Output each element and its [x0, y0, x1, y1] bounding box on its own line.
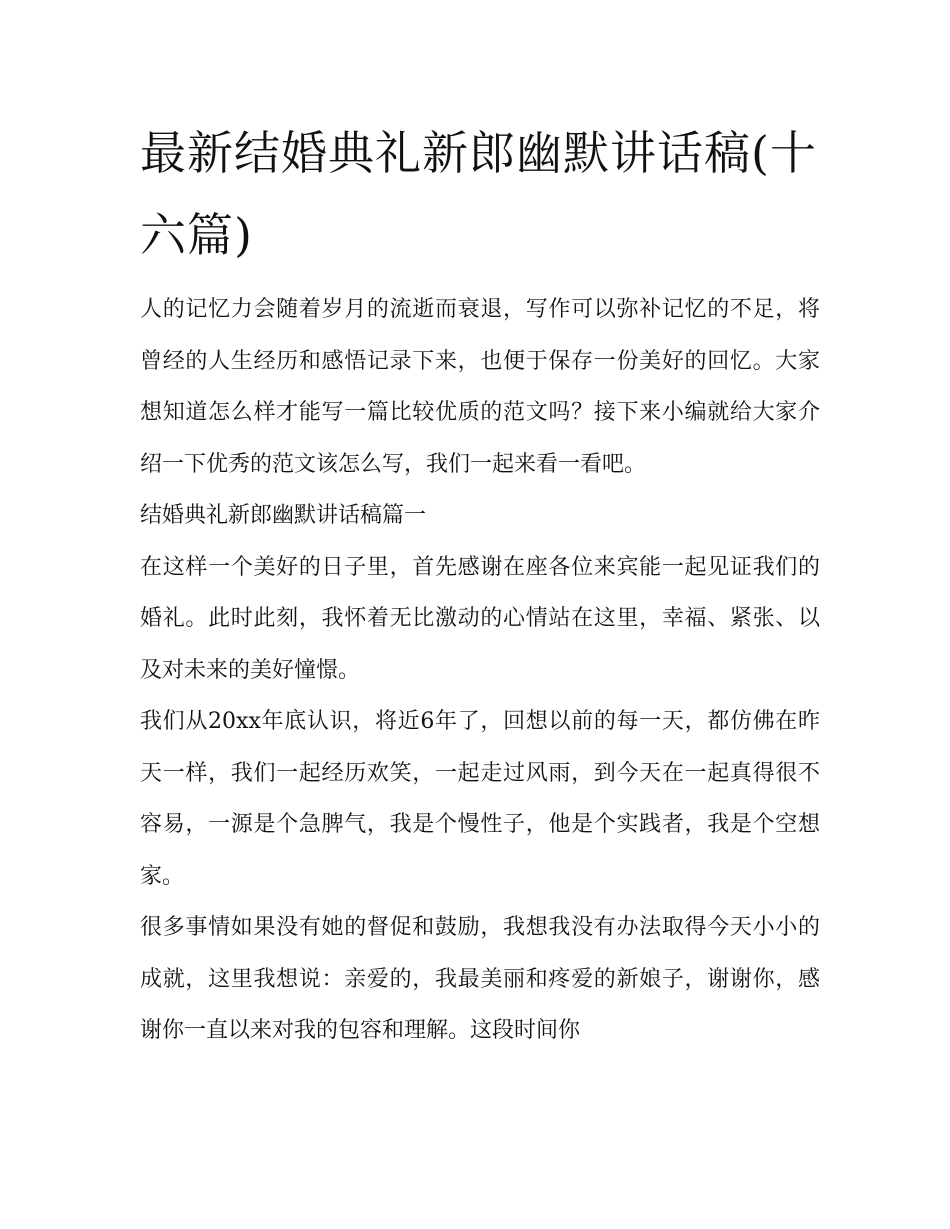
document-page: [140, 112, 820, 1057]
body-paragraph-3: 很多事情如果没有她的督促和鼓励，我想我没有办法取得今天小小的成就，这里我想说：亲爱的，我最美丽和疼爱的新娘子，谢谢你，感谢你一直以来对我的包容和理解。这段时间你: [140, 915, 820, 1043]
body-paragraph-1: 在这样一个美好的日子里，首先感谢在座各位来宾能一起见证我们的婚礼。此时此刻，我怀着无比激动的心情站在这里，幸福、紧张、以及对未来的美好憧憬。: [140, 554, 820, 683]
body-paragraph-2: 我们从20xx年底认识，将近6年了，回想以前的每一天，都仿佛在昨天一样，我们一起经历欢笑，一起走过风雨，到今天在一起真得很不容易，一源是个急脾气，我是个慢性子，他是个实践者，我是个空想家。: [140, 709, 820, 889]
intro-paragraph: 人的记忆力会随着岁月的流逝而衰退，写作可以弥补记忆的不足，将曾经的人生经历和感悟记录下来，也便于保存一份美好的回忆。大家想知道怎么样才能写一篇比较优质的范文吗？接下来小编就给大家介绍一下优秀的范文该怎么写，我们一起来看一看吧。: [140, 297, 820, 477]
document-title: 最新结婚典礼新郎幽默讲话稿(十六篇): [140, 126, 817, 262]
section-heading: 结婚典礼新郎幽默讲话稿篇一: [140, 503, 427, 528]
